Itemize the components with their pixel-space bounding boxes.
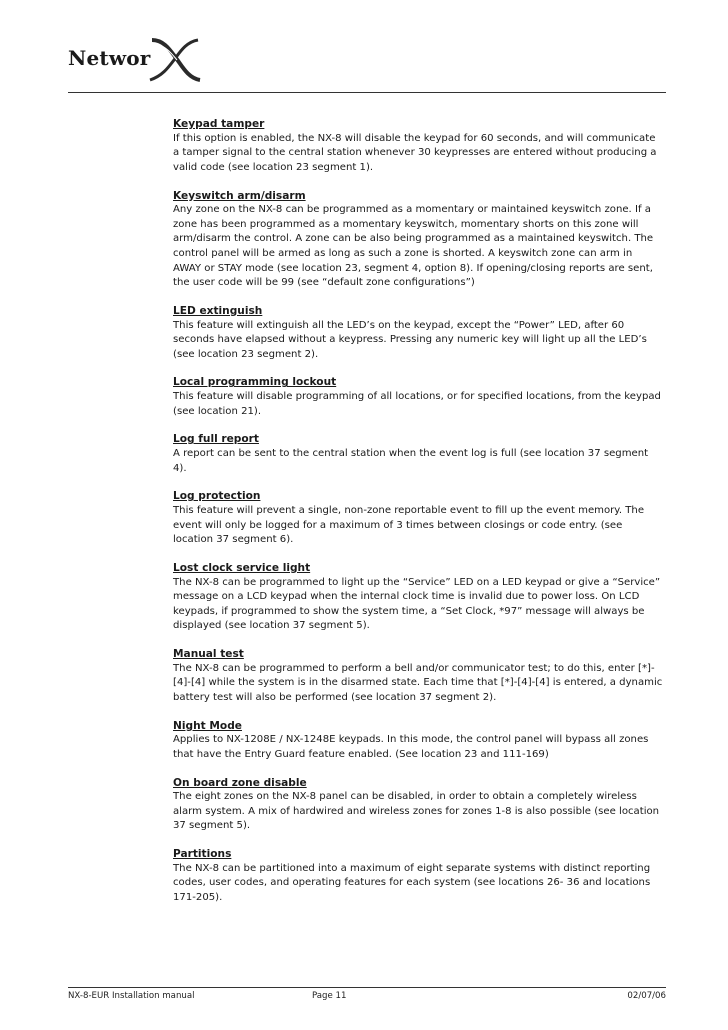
networx-logo xyxy=(68,36,208,84)
document-body xyxy=(173,117,663,919)
section-title: Keypad tamper xyxy=(173,118,265,130)
footer-date: 02/07/06 xyxy=(627,991,666,1001)
section-title: Log protection xyxy=(173,490,261,503)
section-title: Manual test xyxy=(173,648,244,661)
section-title: On board zone disable xyxy=(173,776,307,789)
section-title: LED extinguish xyxy=(173,304,263,317)
feature-section xyxy=(173,776,663,834)
section-body: The NX-8 can be programmed to light up the “Service” LED on a LED keypad or give a “Service” message on a LCD keypad when the internal clock time is invalid due to power loss. On LCD keypads, if programmed to show the system time, a “Set Clock, *97” message will always be displayed (see location 37 segment 5). xyxy=(173,576,661,632)
feature-section xyxy=(173,304,663,362)
section-body: Any zone on the NX-8 can be programmed as a momentary or maintained keyswitch zone. If a zone has been programmed as a momentary keyswitch, momentary shorts on this zone will arm/disarm the control. A zone can be also being programmed as a maintained keyswitch. The control panel will be armed as long as such a zone is shorted. A keyswitch zone can arm in AWAY or STAY mode (see location 23, segment 4, option 8). If opening/closing reports are sent, the user code will be 99 (see “default zone configurations”) xyxy=(173,204,654,289)
feature-section xyxy=(173,847,663,905)
section-title: Local programming lockout xyxy=(173,376,337,389)
section-title: Keyswitch arm/disarm xyxy=(173,189,306,202)
footer-page-number: Page 11 xyxy=(312,991,347,1001)
section-body: The eight zones on the NX-8 panel can be disabled, in order to obtain a completely wireless alarm system. A mix of hardwired and wireless zones for zones 1-8 is also possible (see location 37 segment 5). xyxy=(173,791,660,832)
section-body: The NX-8 can be partitioned into a maximum of eight separate systems with distinct reporting codes, user codes, and operating features for each system (see locations 26- 36 and locations 171-205). xyxy=(173,862,651,903)
logo-x-mark-icon xyxy=(146,36,206,84)
section-body: A report can be sent to the central station when the event log is full (see location 37 segment 4). xyxy=(173,448,649,474)
section-body: If this option is enabled, the NX-8 will disable the keypad for 60 seconds, and will communicate a tamper signal to the central station whenever 30 keypresses are entered without producing a valid code (see location 23 segment 1). xyxy=(173,132,657,173)
section-title: Night Mode xyxy=(173,719,242,732)
footer-manual-title: NX-8-EUR Installation manual xyxy=(68,991,195,1001)
section-body: This feature will disable programming of all locations, or for specified locations, from the keypad (see location 21). xyxy=(173,391,661,417)
section-body: This feature will extinguish all the LED’s on the keypad, except the “Power” LED, after 60 seconds have elapsed without a keypress. Pressing any numeric key will light up all the LED’s (see location 23 segment 2). xyxy=(173,319,647,360)
feature-section xyxy=(173,432,663,476)
header-divider xyxy=(68,92,666,93)
section-title: Log full report xyxy=(173,433,259,446)
section-title: Lost clock service light xyxy=(173,561,311,574)
logo-wordmark: Networ xyxy=(68,46,151,70)
section-body: Applies to NX-1208E / NX-1248E keypads. In this mode, the control panel will bypass all zones that have the Entry Guard feature enabled. (See location 23 and 111-169) xyxy=(173,734,649,760)
footer-divider xyxy=(68,987,666,988)
feature-section xyxy=(173,489,663,547)
feature-section xyxy=(173,719,663,763)
feature-section xyxy=(173,189,663,291)
section-body: The NX-8 can be programmed to perform a bell and/or communicator test; to do this, enter [*]-[4]-[4] while the system is in the disarmed state. Each time that [*]-[4]-[4] is entered, a dynamic battery test will also be performed (see location 37 segment 2). xyxy=(173,662,663,703)
section-title: Partitions xyxy=(173,848,232,861)
section-body: This feature will prevent a single, non-zone reportable event to fill up the event memory. The event will only be logged for a maximum of 3 times between closings or code entry. (see location 37 segment 6). xyxy=(173,505,645,546)
feature-section xyxy=(173,117,663,175)
feature-section xyxy=(173,647,663,705)
feature-section xyxy=(173,561,663,634)
feature-section xyxy=(173,375,663,419)
